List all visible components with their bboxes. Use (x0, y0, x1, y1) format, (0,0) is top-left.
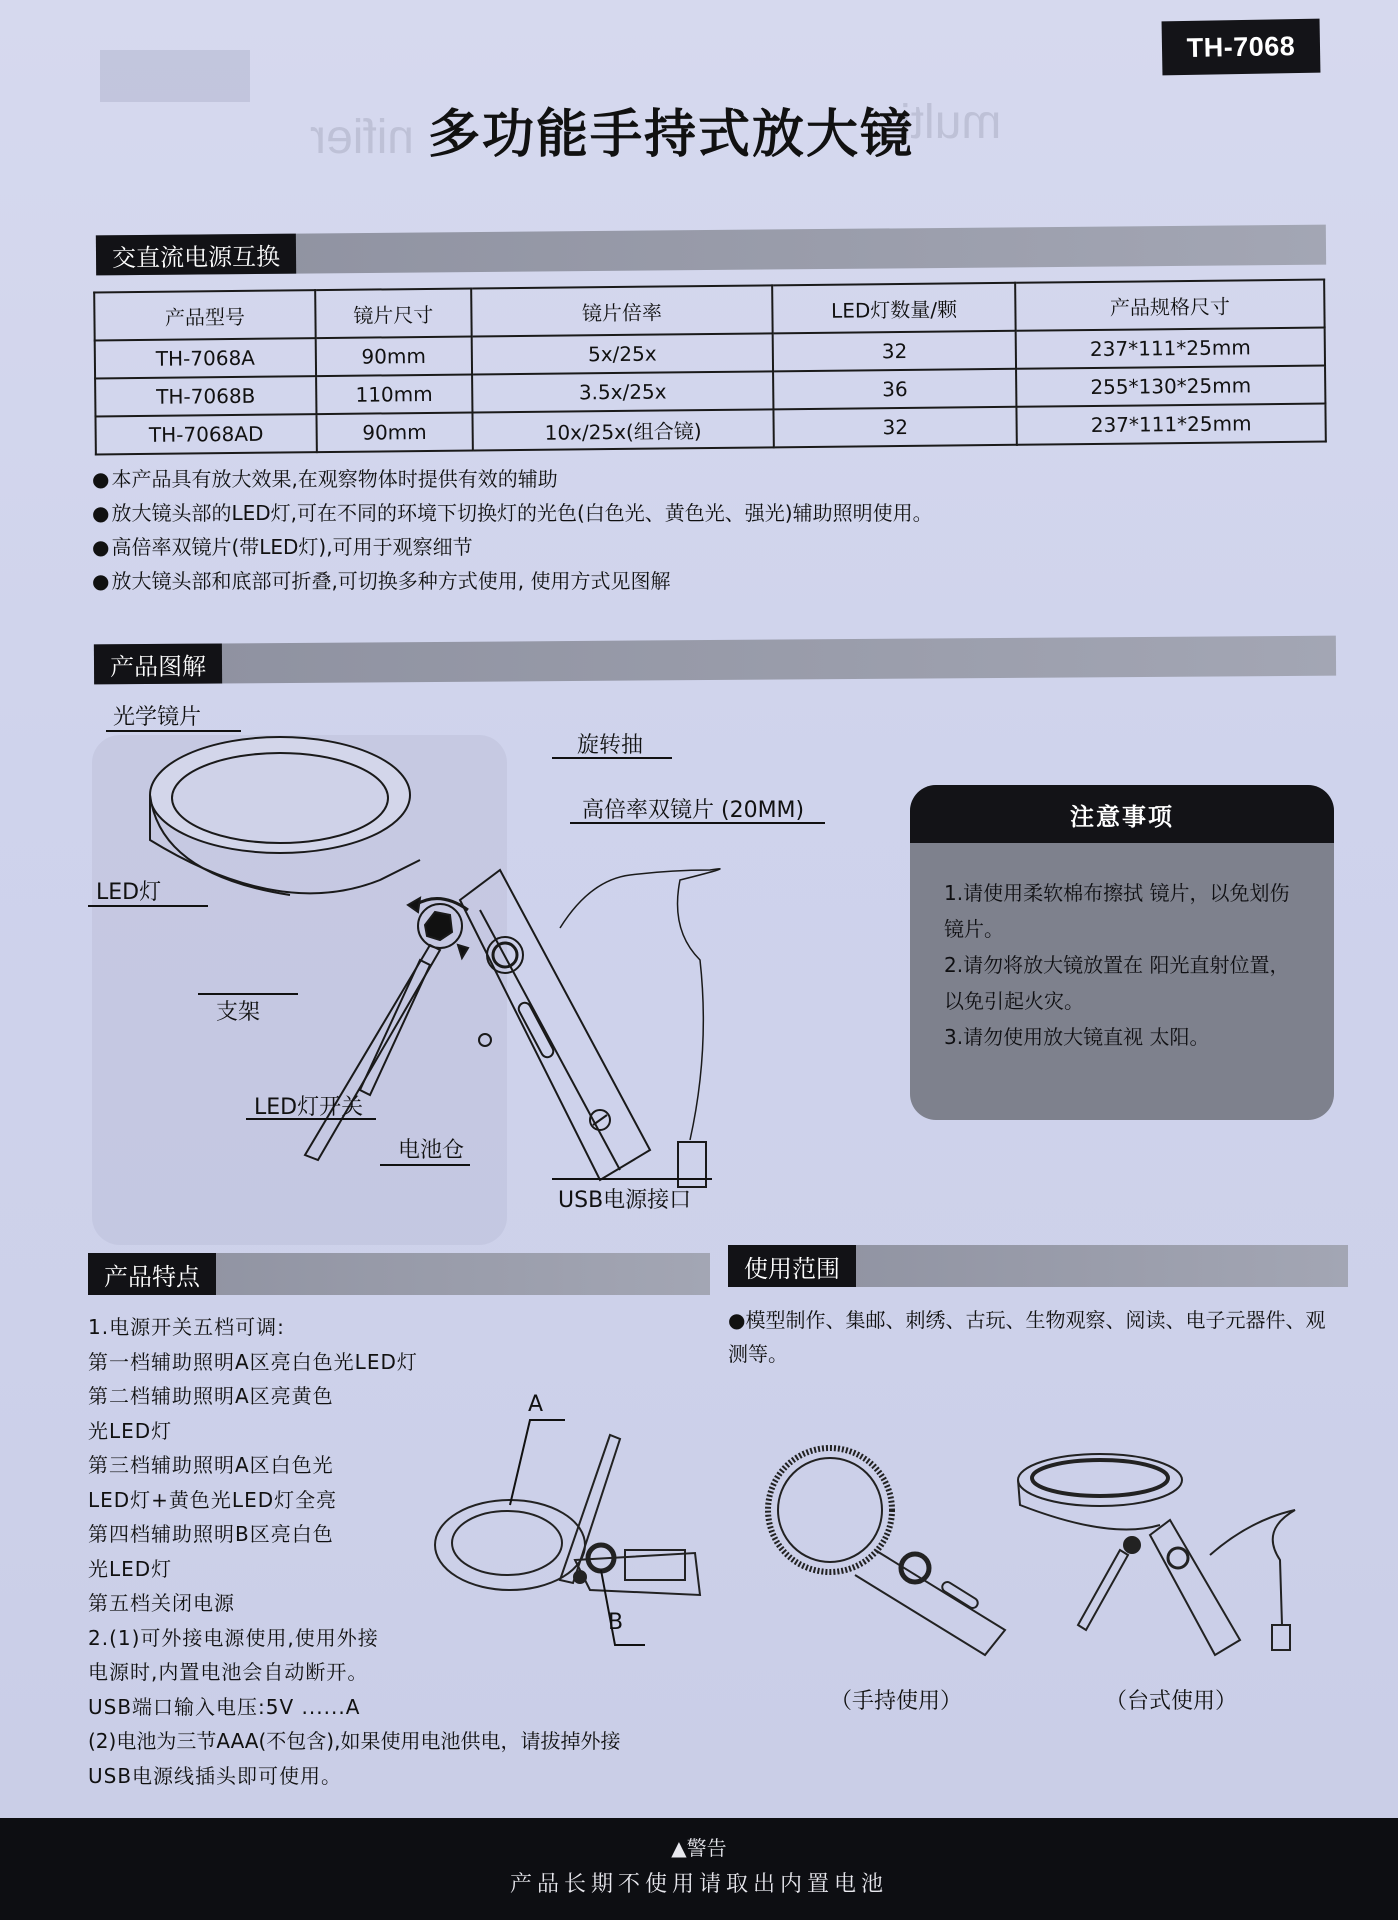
page-title: 多功能手持式放大镜 (427, 105, 914, 165)
col-header: 镜片倍率 (471, 285, 773, 336)
feature-line: 光LED灯 (88, 1556, 173, 1581)
feature-line: 2.(1)可外接电源使用,使用外接 (88, 1625, 379, 1650)
leader-line (88, 905, 208, 907)
note-item: 3.请勿使用放大镜直视 太阳。 (944, 1025, 1210, 1049)
feature-line: LED灯+黄色光LED灯全亮 (88, 1487, 338, 1512)
label-led-switch: LED灯开关 (254, 1095, 364, 1120)
cell: TH-7068B (95, 376, 316, 416)
note-item: 1.请使用柔软棉布擦拭 镜片，以免划伤镜片。 (944, 881, 1290, 941)
ghost-text-bleedthrough: nifier (310, 111, 415, 164)
scope-line: ●模型制作、集邮、刺绣、古玩、生物观察、阅读、电子元器件、观 (728, 1308, 1326, 1332)
cell: 32 (773, 331, 1016, 372)
caption-handheld: （手持使用） (830, 1689, 963, 1714)
warning-text: 产品长期不使用请取出内置电池 (509, 1872, 888, 1897)
section-label: 交直流电源互换 (96, 234, 296, 276)
cell: 3.5x/25x (472, 371, 774, 412)
bullet-item: ● 放大镜头部的LED灯,可在不同的环境下切换灯的光色(白色光、黄色光、强光)辅助照明使用。 (92, 496, 933, 530)
caption-desk: （台式使用） (1105, 1689, 1238, 1714)
label-optical-lens: 光学镜片 (113, 705, 202, 730)
leader-line (198, 993, 298, 995)
cell: 255*130*25mm (1016, 366, 1325, 407)
cell: 32 (774, 407, 1017, 448)
zone-diagram-icon (415, 1395, 715, 1655)
cell: 110mm (316, 374, 472, 414)
section-header-power (96, 225, 1326, 276)
note-item: 2.请勿将放大镜放置在 阳光直射位置，以免引起火灾。 (944, 953, 1290, 1013)
leader-line (106, 730, 241, 732)
warning-title: ▲警告 (671, 1836, 727, 1860)
notes-box (910, 785, 1334, 1120)
cell: 5x/25x (471, 333, 773, 374)
label-led-light: LED灯 (96, 880, 162, 905)
label-stand: 支架 (216, 1000, 261, 1025)
feature-line: (2)电池为三节AAA(不包含),如果使用电池供电，请拔掉外接 (88, 1729, 621, 1753)
label-rotating-shaft: 旋转抽 (577, 733, 644, 758)
col-header: 产品型号 (94, 290, 316, 340)
desk-use-icon (1010, 1440, 1310, 1670)
feature-line: 第二档辅助照明A区亮黄色 (88, 1384, 334, 1408)
bullet-item: ● 高倍率双镜片(带LED灯),可用于观察细节 (92, 530, 933, 564)
spec-table (93, 279, 1327, 456)
features-text (88, 1310, 621, 1793)
feature-line: 第四档辅助照明B区亮白色 (88, 1522, 334, 1546)
section-label: 使用范围 (728, 1245, 856, 1287)
cell: TH-7068A (95, 338, 316, 378)
leader-line (552, 757, 672, 759)
cell: TH-7068AD (95, 414, 316, 454)
section-header-scope (728, 1245, 1348, 1287)
col-header: 镜片尺寸 (315, 289, 471, 339)
col-header: LED灯数量/颗 (772, 283, 1015, 334)
feature-line: USB端口输入电压:5V ......A (88, 1694, 361, 1719)
cell: 237*111*25mm (1016, 404, 1325, 445)
zone-a-label: A (528, 1392, 544, 1417)
feature-line: 1.电源开关五档可调: (88, 1315, 285, 1339)
cell: 237*111*25mm (1016, 328, 1325, 369)
cell: 90mm (316, 336, 472, 376)
zone-b-label: B (608, 1610, 624, 1635)
col-header: 产品规格尺寸 (1015, 280, 1324, 331)
feature-line: USB电源线插头即可使用。 (88, 1763, 343, 1788)
section-header-diagram (94, 636, 1336, 685)
bullet-item: ● 放大镜头部和底部可折叠,可切换多种方式使用, 使用方式见图解 (92, 564, 933, 598)
warning-bar (0, 1818, 1398, 1920)
cell: 36 (773, 369, 1016, 410)
model-badge: TH-7068 (1162, 19, 1321, 76)
feature-line: 第五档关闭电源 (88, 1591, 235, 1615)
label-battery: 电池仓 (398, 1138, 465, 1163)
cell: 10x/25x(组合镜) (472, 409, 774, 450)
leader-line (570, 822, 825, 824)
leader-line (246, 1118, 376, 1120)
cell: 90mm (316, 412, 472, 452)
scope-line: 测等。 (728, 1342, 788, 1366)
feature-line: 第一档辅助照明A区亮白色光LED灯 (88, 1349, 418, 1374)
leader-line (552, 1178, 712, 1180)
feature-bullets (92, 462, 933, 598)
feature-line: 第三档辅助照明A区白色光 (88, 1453, 334, 1477)
bullet-item: ● 本产品具有放大效果,在观察物体时提供有效的辅助 (92, 462, 933, 496)
label-usb-port: USB电源接口 (558, 1188, 692, 1213)
leader-line (380, 1164, 470, 1166)
section-header-features (88, 1253, 710, 1295)
ghost-text-bleedthrough: multi (900, 96, 1002, 149)
notes-title: 注意事项 (910, 785, 1334, 843)
label-double-lens: 高倍率双镜片 (20MM) (582, 798, 805, 823)
scope-text (728, 1303, 1368, 1371)
section-label: 产品特点 (88, 1253, 216, 1295)
feature-line: 电源时,内置电池会自动断开。 (88, 1660, 369, 1684)
feature-line: 光LED灯 (88, 1418, 173, 1443)
handheld-use-icon (755, 1440, 1035, 1670)
magnifier-diagram-icon (90, 700, 810, 1200)
section-label: 产品图解 (94, 643, 222, 684)
